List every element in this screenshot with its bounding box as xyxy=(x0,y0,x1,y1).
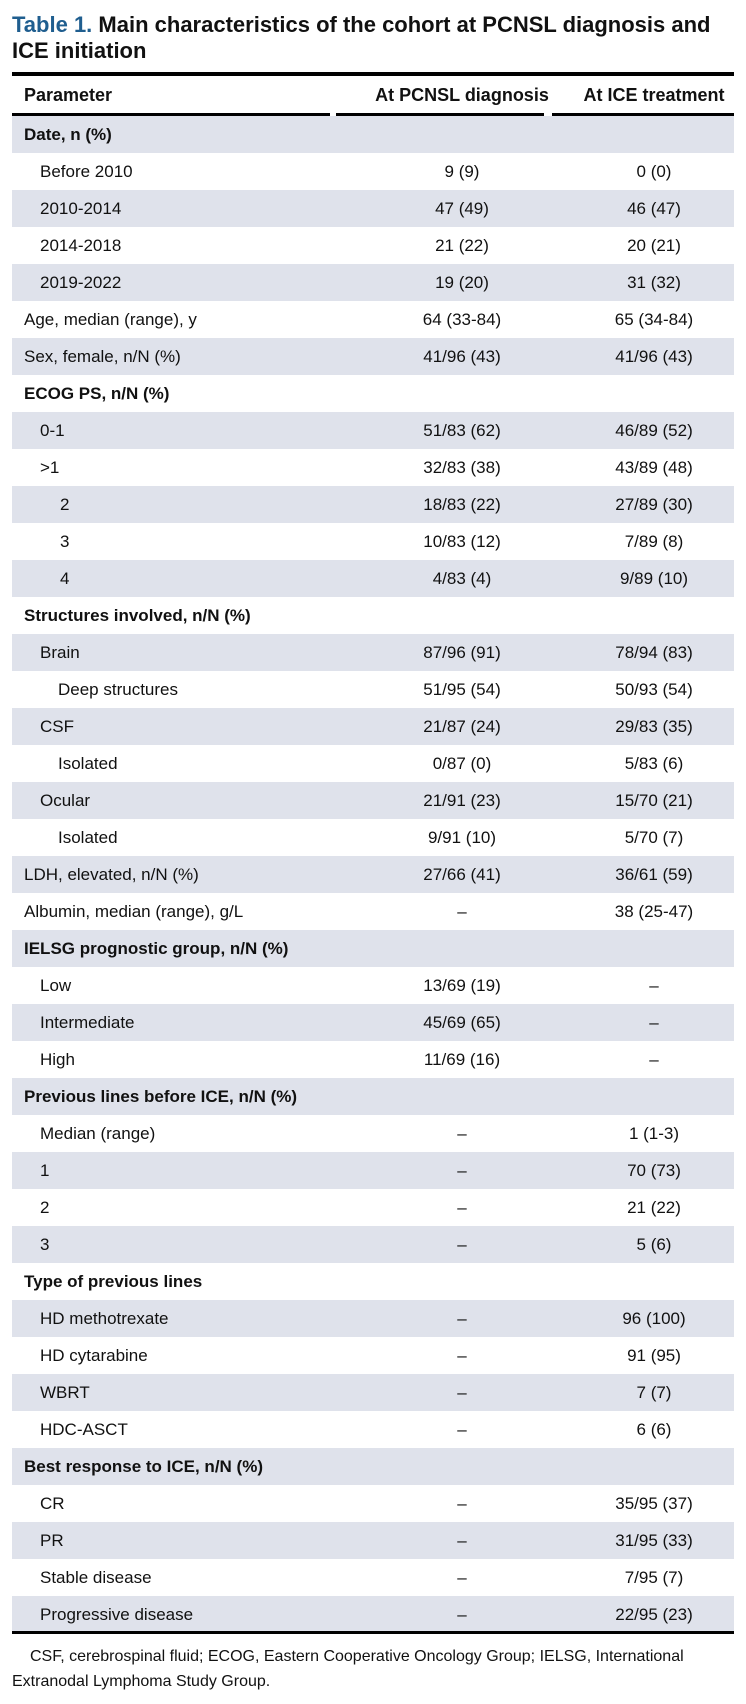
table-row xyxy=(12,1226,734,1263)
ice-value-cell: 7/89 (8) xyxy=(624,532,684,551)
table-row xyxy=(12,523,734,560)
parameter-cell: Before 2010 xyxy=(40,162,133,181)
parameter-cell: HDC-ASCT xyxy=(40,1420,128,1439)
diagnosis-value-cell: 9/91 (10) xyxy=(427,828,497,847)
parameter-cell: Stable disease xyxy=(40,1568,152,1587)
section-header-row xyxy=(12,375,734,412)
ice-value-cell: 1 (1-3) xyxy=(628,1124,680,1143)
diagnosis-value-cell: – xyxy=(457,1568,467,1587)
table-row xyxy=(12,1041,734,1078)
parameter-cell: 2010-2014 xyxy=(40,199,122,218)
ice-value-cell: 15/70 (21) xyxy=(615,791,693,810)
diagnosis-value-cell: 47 (49) xyxy=(435,199,489,218)
table-header xyxy=(12,76,734,113)
parameter-cell: Albumin, median (range), g/L xyxy=(24,902,244,921)
table-row xyxy=(12,1337,734,1374)
parameter-cell: Best response to ICE, n/N (%) xyxy=(24,1457,263,1476)
diagnosis-value-cell: 45/69 (65) xyxy=(423,1013,501,1032)
ice-value-cell: 65 (34-84) xyxy=(614,310,694,329)
parameter-cell: 2 xyxy=(60,495,70,514)
ice-value-cell: – xyxy=(649,1013,659,1032)
header-parameter: Parameter xyxy=(24,85,113,105)
ice-value-cell: 50/93 (54) xyxy=(615,680,693,699)
parameter-cell: 4 xyxy=(60,569,70,588)
diagnosis-value-cell: 21/91 (23) xyxy=(423,791,501,810)
ice-value-cell: 36/61 (59) xyxy=(615,865,693,884)
ice-value-cell: – xyxy=(649,1050,659,1069)
parameter-cell: IELSG prognostic group, n/N (%) xyxy=(24,939,289,958)
ice-value-cell: 31 (32) xyxy=(627,273,681,292)
ice-value-cell: 9/89 (10) xyxy=(619,569,689,588)
diagnosis-value-cell: 10/83 (12) xyxy=(423,532,501,551)
table-row xyxy=(12,967,734,1004)
diagnosis-value-cell: – xyxy=(457,1198,467,1217)
diagnosis-value-cell: – xyxy=(457,902,467,921)
parameter-cell: Previous lines before ICE, n/N (%) xyxy=(24,1087,298,1106)
ice-value-cell: 31/95 (33) xyxy=(615,1531,693,1550)
parameter-cell: Age, median (range), y xyxy=(24,310,197,329)
table-number: Table 1. xyxy=(12,12,93,37)
parameter-cell: LDH, elevated, n/N (%) xyxy=(24,865,199,884)
table-footnote: CSF, cerebrospinal fluid; ECOG, Eastern Cooperative Oncology Group; IELSG, International Extranodal Lymphoma Study Group. xyxy=(12,1648,684,1690)
section-header-row xyxy=(12,1448,734,1485)
parameter-cell: 3 xyxy=(40,1235,50,1254)
diagnosis-value-cell: 41/96 (43) xyxy=(423,347,501,366)
section-header-row xyxy=(12,597,734,634)
diagnosis-value-cell: 9 (9) xyxy=(444,162,480,181)
table-row xyxy=(12,1189,734,1226)
diagnosis-value-cell: – xyxy=(457,1346,467,1365)
parameter-cell: Progressive disease xyxy=(40,1605,194,1624)
diagnosis-value-cell: 19 (20) xyxy=(435,273,489,292)
bottom-rule xyxy=(12,1631,734,1634)
parameter-cell: 0-1 xyxy=(40,421,65,440)
table-row xyxy=(12,560,734,597)
ice-value-cell: 91 (95) xyxy=(627,1346,681,1365)
parameter-cell: 2019-2022 xyxy=(40,273,122,292)
table-row xyxy=(12,708,734,745)
diagnosis-value-cell: 87/96 (91) xyxy=(423,643,501,662)
table-row xyxy=(12,634,734,671)
section-header-row xyxy=(12,1263,734,1300)
ice-value-cell: 29/83 (35) xyxy=(615,717,693,736)
table-row xyxy=(12,301,734,338)
ice-value-cell: 46 (47) xyxy=(627,199,681,218)
ice-value-cell: 41/96 (43) xyxy=(615,347,693,366)
parameter-cell: PR xyxy=(40,1531,64,1550)
parameter-cell: Median (range) xyxy=(40,1124,156,1143)
parameter-cell: Low xyxy=(40,976,72,995)
parameter-cell: ECOG PS, n/N (%) xyxy=(24,384,170,403)
table-row xyxy=(12,819,734,856)
diagnosis-value-cell: 51/95 (54) xyxy=(423,680,501,699)
diagnosis-value-cell: – xyxy=(457,1383,467,1402)
diagnosis-value-cell: – xyxy=(457,1235,467,1254)
ice-value-cell: 35/95 (37) xyxy=(615,1494,693,1513)
diagnosis-value-cell: 64 (33-84) xyxy=(422,310,502,329)
table-row xyxy=(12,1152,734,1189)
parameter-cell: Type of previous lines xyxy=(24,1272,203,1291)
table-row xyxy=(12,449,734,486)
table-row xyxy=(12,264,734,301)
table-row xyxy=(12,190,734,227)
ice-value-cell: 96 (100) xyxy=(622,1309,686,1328)
ice-value-cell: 20 (21) xyxy=(627,236,681,255)
ice-value-cell: 38 (25-47) xyxy=(614,902,694,921)
parameter-cell: Date, n (%) xyxy=(24,125,112,144)
parameter-cell: 2014-2018 xyxy=(40,236,122,255)
table-row xyxy=(12,153,734,190)
ice-value-cell: 43/89 (48) xyxy=(615,458,693,477)
diagnosis-value-cell: 51/83 (62) xyxy=(423,421,501,440)
ice-value-cell: 22/95 (23) xyxy=(615,1605,693,1624)
ice-value-cell: 46/89 (52) xyxy=(615,421,693,440)
parameter-cell: High xyxy=(40,1050,75,1069)
header-ice: At ICE treatment xyxy=(583,85,725,105)
table-title-text: Main characteristics of the cohort at PCNSL diagnosis and ICE initiation xyxy=(12,12,711,63)
parameter-cell: >1 xyxy=(40,458,60,477)
table-row xyxy=(12,671,734,708)
ice-value-cell: 5/70 (7) xyxy=(624,828,684,847)
diagnosis-value-cell: 13/69 (19) xyxy=(423,976,501,995)
diagnosis-value-cell: – xyxy=(457,1494,467,1513)
ice-value-cell: 5 (6) xyxy=(636,1235,672,1254)
parameter-cell: HD methotrexate xyxy=(40,1309,169,1328)
parameter-cell: Structures involved, n/N (%) xyxy=(24,606,251,625)
table-row xyxy=(12,1300,734,1337)
table-row xyxy=(12,782,734,819)
ice-value-cell: 6 (6) xyxy=(636,1420,672,1439)
diagnosis-value-cell: 32/83 (38) xyxy=(423,458,501,477)
parameter-cell: Isolated xyxy=(58,754,118,773)
ice-value-cell: 70 (73) xyxy=(627,1161,681,1180)
diagnosis-value-cell: 21 (22) xyxy=(435,236,489,255)
table-body xyxy=(12,116,734,1633)
diagnosis-value-cell: 11/69 (16) xyxy=(423,1050,501,1069)
parameter-cell: Isolated xyxy=(58,828,118,847)
diagnosis-value-cell: – xyxy=(457,1420,467,1439)
diagnosis-value-cell: 21/87 (24) xyxy=(423,717,501,736)
diagnosis-value-cell: 27/66 (41) xyxy=(423,865,501,884)
parameter-cell: Ocular xyxy=(40,791,91,810)
parameter-cell: WBRT xyxy=(40,1383,90,1402)
table-title xyxy=(12,12,740,64)
table-row xyxy=(12,1004,734,1041)
parameter-cell: Sex, female, n/N (%) xyxy=(24,347,181,366)
diagnosis-value-cell: – xyxy=(457,1161,467,1180)
parameter-cell: Brain xyxy=(40,643,80,662)
ice-value-cell: 21 (22) xyxy=(627,1198,681,1217)
header-diagnosis: At PCNSL diagnosis xyxy=(375,85,549,105)
table-row xyxy=(12,227,734,264)
table-row xyxy=(12,486,734,523)
diagnosis-value-cell: 0/87 (0) xyxy=(432,754,492,773)
parameter-cell: Intermediate xyxy=(40,1013,135,1032)
parameter-cell: 1 xyxy=(40,1161,50,1180)
parameter-cell: 2 xyxy=(40,1198,50,1217)
diagnosis-value-cell: 18/83 (22) xyxy=(423,495,501,514)
table-row xyxy=(12,893,734,930)
ice-value-cell: 27/89 (30) xyxy=(615,495,693,514)
parameter-cell: HD cytarabine xyxy=(40,1346,148,1365)
table-row xyxy=(12,1596,734,1633)
parameter-cell: CSF xyxy=(40,717,74,736)
diagnosis-value-cell: – xyxy=(457,1309,467,1328)
table-row xyxy=(12,1115,734,1152)
table-row xyxy=(12,1522,734,1559)
table-row xyxy=(12,1411,734,1448)
table-row xyxy=(12,1374,734,1411)
parameter-cell: Deep structures xyxy=(58,680,178,699)
diagnosis-value-cell: – xyxy=(457,1605,467,1624)
parameter-cell: 3 xyxy=(60,532,70,551)
diagnosis-value-cell: 4/83 (4) xyxy=(432,569,492,588)
parameter-cell: CR xyxy=(40,1494,65,1513)
ice-value-cell: 5/83 (6) xyxy=(624,754,684,773)
diagnosis-value-cell: – xyxy=(457,1124,467,1143)
table-row xyxy=(12,856,734,893)
ice-value-cell: – xyxy=(649,976,659,995)
table-row xyxy=(12,1485,734,1522)
section-header-row xyxy=(12,1078,734,1115)
table-row xyxy=(12,412,734,449)
ice-value-cell: 78/94 (83) xyxy=(615,643,693,662)
table-row xyxy=(12,1559,734,1596)
table-row xyxy=(12,338,734,375)
ice-value-cell: 7 (7) xyxy=(636,1383,672,1402)
ice-value-cell: 0 (0) xyxy=(636,162,672,181)
ice-value-cell: 7/95 (7) xyxy=(624,1568,684,1587)
section-header-row xyxy=(12,930,734,967)
table-row xyxy=(12,745,734,782)
section-header-row xyxy=(12,116,734,153)
diagnosis-value-cell: – xyxy=(457,1531,467,1550)
